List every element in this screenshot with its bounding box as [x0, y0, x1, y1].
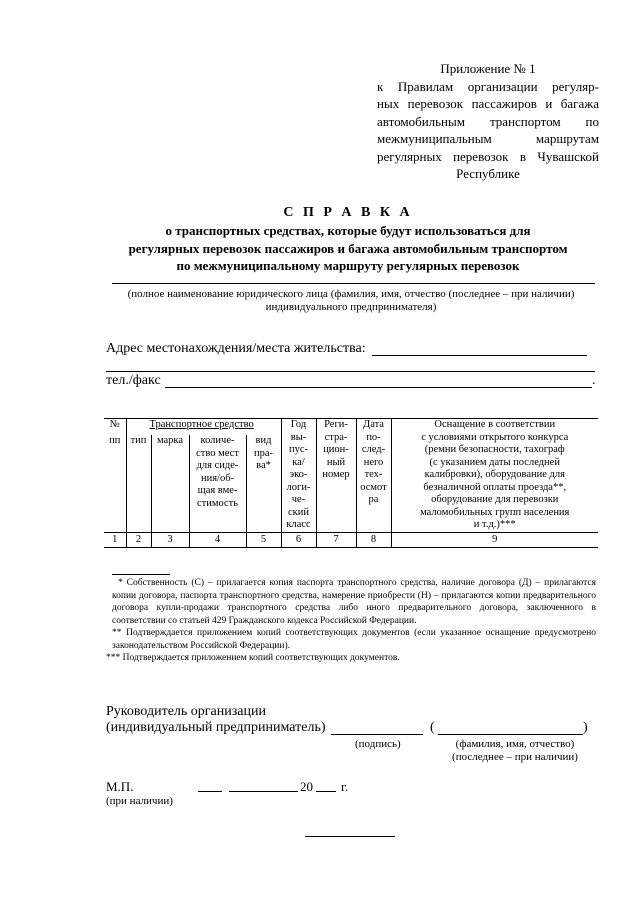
- appendix-text-line: Республике: [456, 166, 520, 181]
- date-year-suffix: г.: [341, 779, 349, 794]
- column-number: 7: [316, 532, 356, 548]
- paren-open: (: [430, 720, 435, 735]
- footnote-3: *** Подтверждается приложением копий соответствующих документов.: [106, 653, 400, 663]
- signature-role-line1: Руководитель организации: [106, 704, 266, 719]
- column-number: 5: [246, 532, 281, 548]
- signature-field[interactable]: [331, 734, 423, 735]
- column-number: 3: [151, 532, 189, 548]
- footnote-separator: [112, 574, 170, 575]
- stamp-label: М.П.: [106, 779, 134, 794]
- appendix-text-line: автомобильным транспортом по: [377, 113, 599, 129]
- header-brand: марка: [151, 435, 189, 532]
- table-number-row: [104, 532, 598, 548]
- hint-line: индивидуального предпринимателя): [265, 301, 437, 313]
- subtitle-line: по межмуниципальному маршруту регулярных перевозок: [176, 258, 520, 273]
- date-year-prefix: 20: [300, 779, 313, 794]
- vehicles-table: [104, 418, 598, 548]
- header-date: Дата по- след- него тех- осмот ра: [356, 419, 391, 533]
- phone-label: тел./факс: [106, 373, 161, 388]
- footnote-1: * Собственность (С) – прилагается копия паспорта транспортного средства, наличие договора (Д) – прилагаются копии договора, паспорта транспортного средства, намерение приобрести (Н) – прилагаются копии предварительного договора купли-продажи транспортного средства либо иного предварительного договора, заключенного в соответствии со статьей 429 Гражданского кодекса Российской Федерации.: [112, 578, 596, 626]
- column-number: 2: [126, 532, 151, 548]
- column-number: 6: [281, 532, 316, 548]
- header-reg: Реги- стра- цион- ный номер: [316, 419, 356, 533]
- phone-field[interactable]: [165, 387, 592, 388]
- appendix-text-line: к Правилам организации регуляр-: [377, 78, 599, 94]
- hint-line: (полное наименование юридического лица (фамилия, имя, отчество (последнее – при наличии): [127, 288, 575, 300]
- paren-close: ): [583, 720, 588, 735]
- bottom-separator: [305, 836, 395, 837]
- header-num: №: [104, 419, 126, 436]
- column-number: 9: [391, 532, 598, 548]
- name-hint-line: (последнее – при наличии): [452, 751, 578, 763]
- header-equipment: Оснащение в соответствии с условиями открытого конкурса (ремни безопасности, тахограф (с указанием даты последней калибровки), оборудование для безналичной оплаты проезда**, оборудование для перевозки маломобильных групп населения и т.д.)***: [391, 419, 598, 533]
- document-title: С П Р А В К А: [283, 205, 413, 220]
- address-label: Адрес местонахождения/места жительства:: [106, 341, 366, 356]
- date-month-field[interactable]: [229, 791, 298, 792]
- footnote-2: ** Подтверждается приложением копий соответствующих документов (если указанное оснащение предусмотрено законодательством Российской Федерации).: [112, 628, 596, 651]
- appendix-text-line: межмуниципальным маршрутам: [377, 131, 599, 146]
- signature-role-line2: (индивидуальный предприниматель): [106, 720, 326, 735]
- header-vehicle-label: Транспортное средство: [149, 419, 254, 430]
- subtitle-line: регулярных перевозок пассажиров и багажа автомобильным транспортом: [128, 240, 568, 256]
- full-name-field[interactable]: [438, 734, 583, 735]
- address-field-line2[interactable]: [106, 371, 595, 372]
- org-name-field[interactable]: [112, 283, 595, 284]
- header-pp: пп: [109, 435, 121, 447]
- column-number: 4: [189, 532, 246, 548]
- org-name-hint: [104, 288, 598, 314]
- date-day-field[interactable]: [198, 791, 222, 792]
- column-number: 8: [356, 532, 391, 548]
- column-number: 1: [104, 532, 126, 548]
- header-year: Год вы- пус- ка/ эко- логи- че- ский класс: [281, 419, 316, 533]
- signature-hint: (подпись): [355, 738, 401, 750]
- date-year-field[interactable]: [316, 791, 336, 792]
- appendix-text-line: регулярных перевозок в Чувашской: [377, 148, 599, 164]
- footnotes: [106, 577, 596, 665]
- name-hint-line: (фамилия, имя, отчество): [455, 738, 575, 750]
- header-vehicle: [126, 419, 281, 436]
- document-subtitle: [98, 222, 598, 275]
- appendix-text-line: ных перевозок пассажиров и багажа: [377, 96, 599, 111]
- period: .: [592, 373, 596, 388]
- subtitle-line: о транспортных средствах, которые будут использоваться для: [165, 223, 531, 238]
- header-right: вид пра- ва*: [246, 435, 281, 532]
- appendix-number: Приложение № 1: [440, 61, 536, 76]
- header-type: тип: [126, 435, 151, 532]
- name-hint: [430, 738, 600, 764]
- header-seats: количе- ство мест для сиде- ния/об- щая вме- стимость: [189, 435, 246, 532]
- address-field[interactable]: [372, 355, 587, 356]
- appendix-header: [377, 60, 599, 183]
- stamp-hint: (при наличии): [106, 795, 173, 807]
